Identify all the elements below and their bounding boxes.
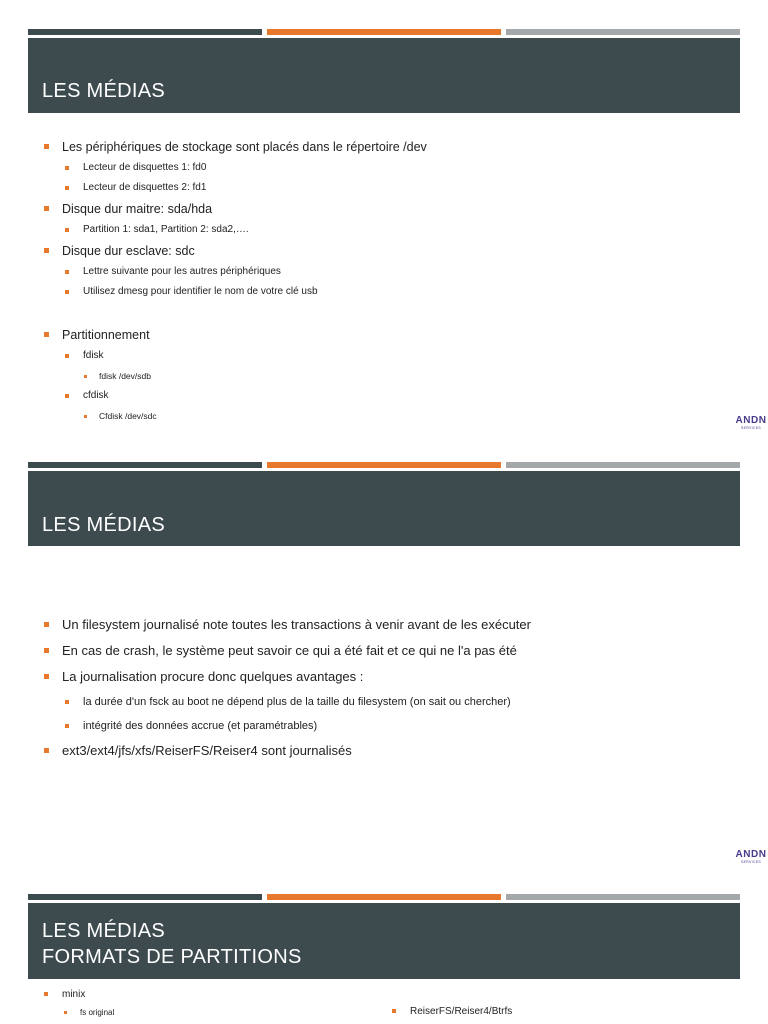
slide-title: LES MÉDIAS (42, 80, 166, 102)
list-item: Lettre suivante pour les autres périphériques (42, 262, 427, 282)
list-item: cfdisk (42, 386, 427, 406)
slide-title-line-1: LES MÉDIAS (42, 920, 166, 942)
list-item: Disque dur maitre: sda/hda (42, 198, 427, 220)
accent-bar-orange (267, 29, 501, 35)
list-item: Utilisez dmesg pour identifier le nom de votre clé usb (42, 282, 427, 302)
list-item: fdisk /dev/sdb (42, 366, 427, 386)
bullet-list (42, 612, 531, 764)
bullet-list (42, 136, 427, 426)
brand-logo-subtext: SERVICES (740, 426, 762, 430)
list-item: intégrité des données accrue (et paramétrables) (42, 714, 531, 738)
accent-bar-orange (267, 462, 501, 468)
list-item: Partitionnement (42, 324, 427, 346)
title-band (28, 903, 740, 979)
accent-bar-dark (28, 894, 262, 900)
list-item: Cfdisk /dev/sdc (42, 406, 427, 426)
accent-bar-gray (506, 29, 740, 35)
accent-bar-dark (28, 462, 262, 468)
brand-logo (734, 416, 768, 430)
list-item: Un filesystem journalisé note toutes les transactions à venir avant de les exécuter (42, 612, 531, 638)
brand-logo (734, 850, 768, 864)
accent-bar-dark (28, 29, 262, 35)
list-item: fdisk (42, 346, 427, 366)
accent-bars (28, 894, 740, 900)
list-item: Lecteur de disquettes 1: fd0 (42, 158, 427, 178)
accent-bar-gray (506, 462, 740, 468)
slide-title: LES MÉDIAS (42, 514, 166, 536)
list-item: Partition 1: sda1, Partition 2: sda2,…. (42, 220, 427, 240)
title-band (28, 38, 740, 113)
brand-logo-text: ANDN (735, 849, 767, 860)
accent-bar-gray (506, 894, 740, 900)
title-band (28, 471, 740, 546)
list-item: la durée d'un fsck au boot ne dépend plus de la taille du filesystem (on sait ou chercher) (42, 690, 531, 714)
brand-logo-subtext: SERVICES (740, 860, 762, 864)
list-item: En cas de crash, le système peut savoir ce qui a été fait et ce qui ne l'a pas été (42, 638, 531, 664)
list-item: Lecteur de disquettes 2: fd1 (42, 178, 427, 198)
bullet-list-right (390, 1003, 512, 1021)
brand-logo-text: ANDN (735, 415, 767, 426)
list-item: minix (42, 986, 114, 1004)
list-spacer (42, 302, 427, 324)
list-item: fs original (42, 1004, 114, 1022)
list-item: ext3/ext4/jfs/xfs/ReiserFS/Reiser4 sont journalisés (42, 738, 531, 764)
list-item: La journalisation procure donc quelques avantages : (42, 664, 531, 690)
list-item: ReiserFS/Reiser4/Btrfs (390, 1003, 512, 1021)
accent-bar-orange (267, 894, 501, 900)
list-item: Disque dur esclave: sdc (42, 240, 427, 262)
accent-bars (28, 29, 740, 35)
list-item: Les périphériques de stockage sont placés dans le répertoire /dev (42, 136, 427, 158)
accent-bars (28, 462, 740, 468)
slide-title-line-2: FORMATS DE PARTITIONS (42, 946, 302, 968)
bullet-list-left (42, 986, 114, 1022)
